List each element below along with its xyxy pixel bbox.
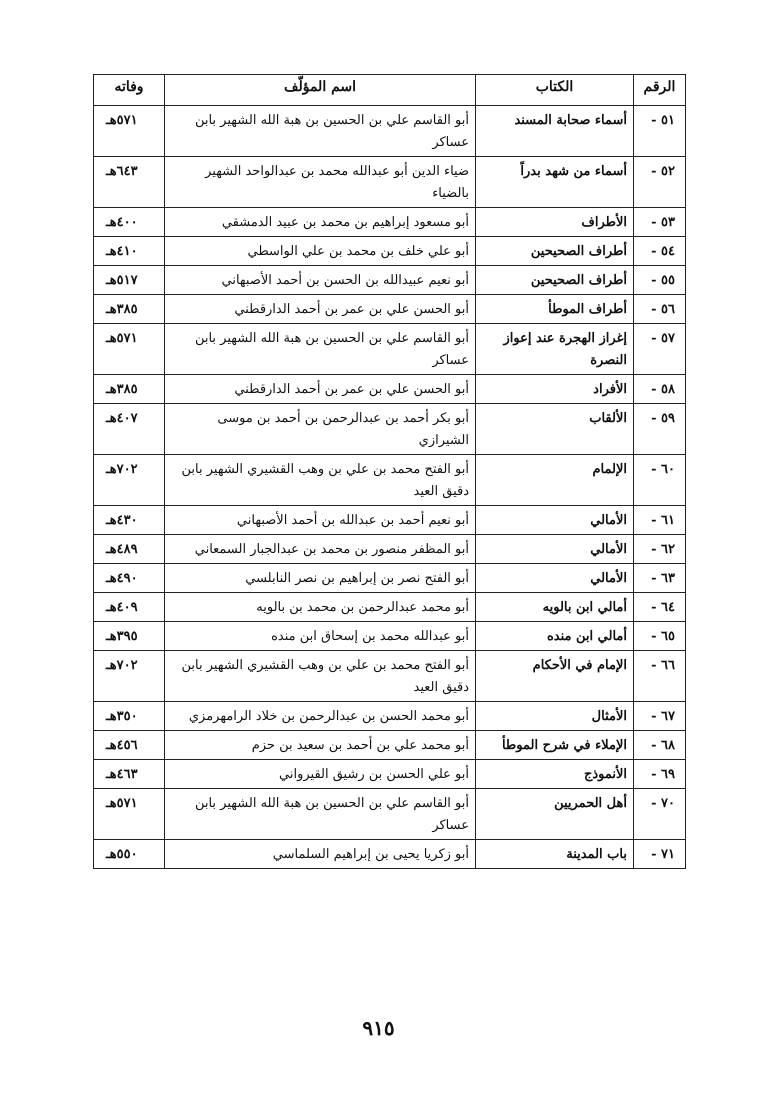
author-name: أبو الفتح نصر بن إبراهيم بن نصر النابلسي <box>165 564 476 593</box>
table-row <box>94 760 686 789</box>
table-row <box>94 651 686 702</box>
book-title: الأمالي <box>476 506 634 535</box>
death-year: ٤١٠هـ <box>94 237 165 266</box>
author-name: أبو نعيم أحمد بن عبدالله بن أحمد الأصبهاني <box>165 506 476 535</box>
book-title: الأنموذج <box>476 760 634 789</box>
book-title: الإمام في الأحكام <box>476 651 634 702</box>
author-name: أبو محمد الحسن بن عبدالرحمن بن خلاد الرامهرمزي <box>165 702 476 731</box>
book-title: أطراف الموطأ <box>476 295 634 324</box>
entry-number: ٦٢ - <box>634 535 686 564</box>
entry-number: ٦٨ - <box>634 731 686 760</box>
entry-number: ٦٠ - <box>634 455 686 506</box>
author-name: أبو الحسن علي بن عمر بن أحمد الدارقطني <box>165 295 476 324</box>
book-title: أسماء صحابة المسند <box>476 106 634 157</box>
book-title: أسماء من شهد بدراً <box>476 157 634 208</box>
death-year: ٧٠٢هـ <box>94 651 165 702</box>
author-name: أبو محمد عبدالرحمن بن محمد بن بالويه <box>165 593 476 622</box>
death-year: ٤٠٠هـ <box>94 208 165 237</box>
book-title: الأمثال <box>476 702 634 731</box>
book-title: أطراف الصحيحين <box>476 266 634 295</box>
entry-number: ٥١ - <box>634 106 686 157</box>
book-title: أمالي ابن بالويه <box>476 593 634 622</box>
table-header-row <box>94 75 686 106</box>
death-year: ٤٠٧هـ <box>94 404 165 455</box>
death-year: ٤٩٠هـ <box>94 564 165 593</box>
table-row <box>94 208 686 237</box>
author-name: أبو الفتح محمد بن علي بن وهب القشيري الشهير بابن دقيق العيد <box>165 455 476 506</box>
table-row <box>94 106 686 157</box>
book-title: الأمالي <box>476 535 634 564</box>
death-year: ٥٧١هـ <box>94 324 165 375</box>
book-title: الأطراف <box>476 208 634 237</box>
entry-number: ٦٩ - <box>634 760 686 789</box>
entry-number: ٦٦ - <box>634 651 686 702</box>
entry-number: ٥٩ - <box>634 404 686 455</box>
author-name: أبو الحسن علي بن عمر بن أحمد الدارقطني <box>165 375 476 404</box>
table-row <box>94 622 686 651</box>
table-body <box>94 106 686 869</box>
table-row <box>94 455 686 506</box>
entry-number: ٥٣ - <box>634 208 686 237</box>
death-year: ٥٧١هـ <box>94 106 165 157</box>
book-title: إغراز الهجرة عند إعواز النصرة <box>476 324 634 375</box>
table-row <box>94 840 686 869</box>
death-year: ٥٧١هـ <box>94 789 165 840</box>
death-year: ٣٩٥هـ <box>94 622 165 651</box>
entry-number: ٥٤ - <box>634 237 686 266</box>
entry-number: ٥٨ - <box>634 375 686 404</box>
death-year: ٤٥٦هـ <box>94 731 165 760</box>
author-name: أبو الفتح محمد بن علي بن وهب القشيري الشهير بابن دقيق العيد <box>165 651 476 702</box>
death-year: ٧٠٢هـ <box>94 455 165 506</box>
header-number: الرقم <box>634 75 686 106</box>
author-name: أبو محمد علي بن أحمد بن سعيد بن حزم <box>165 731 476 760</box>
table-row <box>94 593 686 622</box>
book-title: أمالي ابن منده <box>476 622 634 651</box>
author-name: أبو نعيم عبيدالله بن الحسن بن أحمد الأصبهاني <box>165 266 476 295</box>
header-book: الكتاب <box>476 75 634 106</box>
table-row <box>94 295 686 324</box>
entry-number: ٥٥ - <box>634 266 686 295</box>
death-year: ٣٨٥هـ <box>94 375 165 404</box>
book-title: الأمالي <box>476 564 634 593</box>
header-death: وفاته <box>94 75 165 106</box>
entry-number: ٥٢ - <box>634 157 686 208</box>
entry-number: ٦٥ - <box>634 622 686 651</box>
author-name: أبو بكر أحمد بن عبدالرحمن بن أحمد بن موسى الشيرازي <box>165 404 476 455</box>
header-author: اسم المؤلّف <box>165 75 476 106</box>
death-year: ٥١٧هـ <box>94 266 165 295</box>
author-name: أبو المظفر منصور بن محمد بن عبدالجبار السمعاني <box>165 535 476 564</box>
table-row <box>94 157 686 208</box>
entry-number: ٦٣ - <box>634 564 686 593</box>
table-row <box>94 375 686 404</box>
page-number: ٩١٥ <box>362 1016 395 1040</box>
book-title: الإلمام <box>476 455 634 506</box>
table-row <box>94 564 686 593</box>
author-name: أبو مسعود إبراهيم بن محمد بن عبيد الدمشقي <box>165 208 476 237</box>
book-title: باب المدينة <box>476 840 634 869</box>
entry-number: ٥٦ - <box>634 295 686 324</box>
entry-number: ٦٤ - <box>634 593 686 622</box>
author-name: أبو علي الحسن بن رشيق القيرواني <box>165 760 476 789</box>
book-title: أطراف الصحيحين <box>476 237 634 266</box>
author-name: أبو القاسم علي بن الحسين بن هبة الله الشهير بابن عساكر <box>165 106 476 157</box>
table-row <box>94 702 686 731</box>
table-row <box>94 324 686 375</box>
table-row <box>94 789 686 840</box>
death-year: ٤٦٣هـ <box>94 760 165 789</box>
table-row <box>94 266 686 295</box>
book-title: الأفراد <box>476 375 634 404</box>
death-year: ٤٣٠هـ <box>94 506 165 535</box>
table-row <box>94 237 686 266</box>
entry-number: ٧٠ - <box>634 789 686 840</box>
table-row <box>94 506 686 535</box>
death-year: ٥٥٠هـ <box>94 840 165 869</box>
death-year: ٤٨٩هـ <box>94 535 165 564</box>
author-name: أبو القاسم علي بن الحسين بن هبة الله الشهير بابن عساكر <box>165 324 476 375</box>
death-year: ٦٤٣هـ <box>94 157 165 208</box>
entry-number: ٥٧ - <box>634 324 686 375</box>
death-year: ٣٥٠هـ <box>94 702 165 731</box>
entry-number: ٦٧ - <box>634 702 686 731</box>
death-year: ٤٠٩هـ <box>94 593 165 622</box>
author-name: أبو علي خلف بن محمد بن علي الواسطي <box>165 237 476 266</box>
table-row <box>94 404 686 455</box>
author-name: أبو زكريا يحيى بن إبراهيم السلماسي <box>165 840 476 869</box>
death-year: ٣٨٥هـ <box>94 295 165 324</box>
book-title: الإملاء في شرح الموطأ <box>476 731 634 760</box>
entry-number: ٧١ - <box>634 840 686 869</box>
author-name: أبو عبدالله محمد بن إسحاق ابن منده <box>165 622 476 651</box>
author-name: ضياء الدين أبو عبدالله محمد بن عبدالواحد الشهير بالضياء <box>165 157 476 208</box>
author-name: أبو القاسم علي بن الحسين بن هبة الله الشهير بابن عساكر <box>165 789 476 840</box>
entry-number: ٦١ - <box>634 506 686 535</box>
book-title: الألقاب <box>476 404 634 455</box>
bibliography-table <box>93 74 686 869</box>
table-row <box>94 731 686 760</box>
table-row <box>94 535 686 564</box>
book-title: أهل الحمريين <box>476 789 634 840</box>
